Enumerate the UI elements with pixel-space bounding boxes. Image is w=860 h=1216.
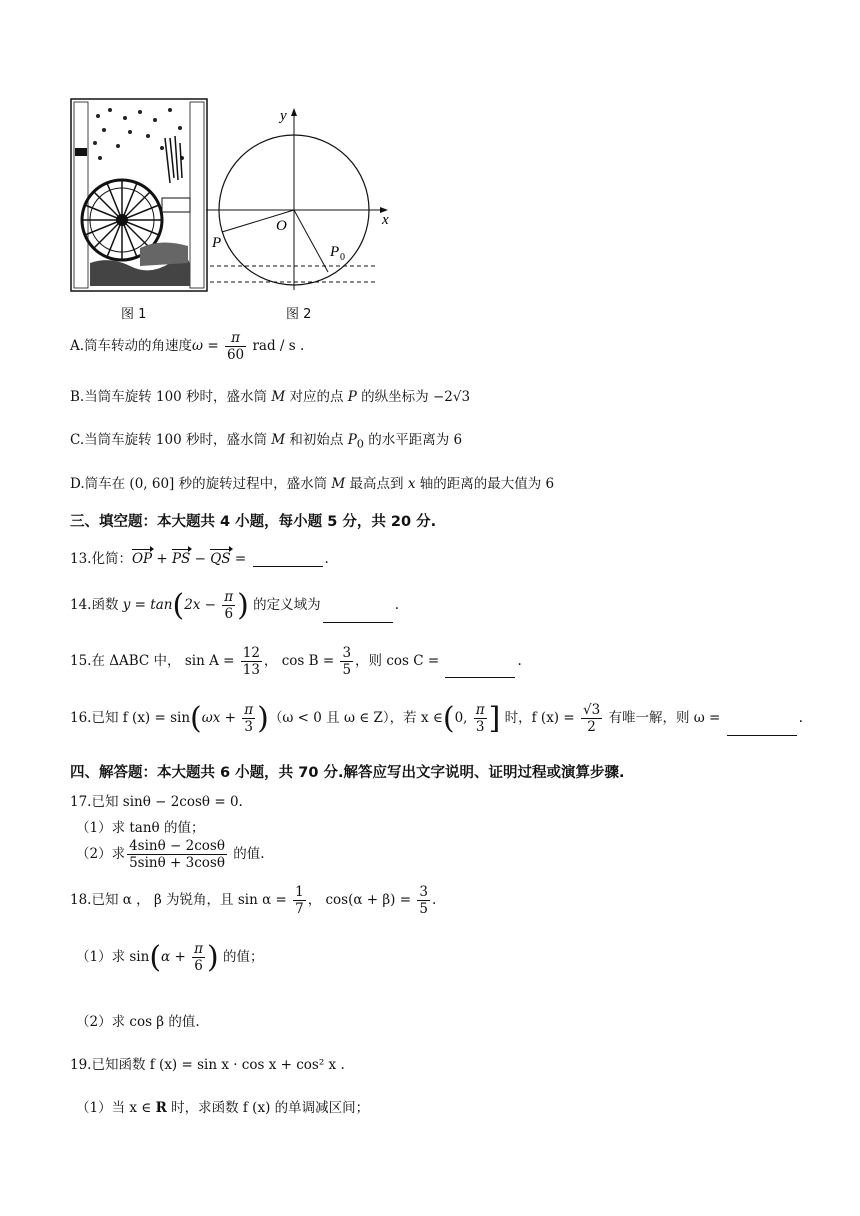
option-a (70, 330, 304, 363)
denominator: 2 (587, 719, 596, 735)
var-x: x (407, 476, 416, 492)
vector-op: OP (131, 551, 153, 567)
numerator: π (244, 701, 254, 718)
fraction-3-5 (340, 645, 353, 678)
q13-prefix: 13.化简： (70, 551, 132, 567)
option-d-text: D.筒车在 (0, 60] 秒的旋转过程中，盛水筒 (70, 476, 332, 492)
answer-blank (727, 734, 797, 736)
plus-sign: + (152, 551, 173, 567)
numerator: 4sinθ − 2cosθ (129, 838, 225, 854)
q19-p1-suffix: 时，求函数 f (x) 的单调减区间； (166, 1100, 370, 1116)
question-14 (70, 588, 399, 623)
question-18-part-2: （2）求 cos β 的值. (76, 1014, 200, 1030)
denominator: 3 (475, 719, 485, 735)
equals-sign: = (203, 338, 223, 355)
period: . (394, 597, 399, 613)
question-18-part-1 (76, 940, 263, 975)
var-m: M (271, 389, 286, 405)
q18-mid: ， cos(α + β) = (307, 892, 416, 909)
fraction-sqrt3-2 (581, 702, 602, 735)
question-19-stem: 19.已知函数 f (x) = sin x · cos x + cos² x . (70, 1057, 345, 1073)
question-17-part-2 (76, 838, 265, 871)
var-m: M (271, 432, 286, 448)
option-a-text: A.筒车转动的角速度 (70, 338, 193, 355)
denominator: 5sinθ + 3cosθ (129, 855, 225, 872)
denominator: 60 (226, 347, 245, 364)
section-3-heading: 三、填空题：本大题共 4 小题，每小题 5 分，共 20 分. (70, 514, 437, 530)
water-wheel-illustration (70, 98, 208, 292)
option-c-mid: 和初始点 (285, 432, 348, 448)
fraction-3-5 (417, 884, 430, 917)
question-13 (70, 547, 329, 567)
point-p0-label: P (330, 244, 340, 260)
fraction-pi-3 (242, 702, 255, 735)
option-b-text: B.当筒车旋转 100 秒时，盛水筒 (70, 389, 272, 405)
q16-suffix: 有唯一解，则 ω = (604, 710, 725, 726)
q18-p1-suffix: 的值； (218, 949, 264, 965)
question-18-stem (70, 884, 436, 917)
period: . (517, 653, 522, 670)
fraction-pi-6 (222, 589, 235, 622)
right-bracket: ] (488, 701, 501, 736)
q18-p1-inner: α + (161, 949, 191, 965)
origin-label: O (276, 218, 287, 234)
left-paren: ( (190, 701, 202, 736)
numerator: 3 (342, 645, 352, 661)
equals-sign: = (230, 551, 251, 567)
unit-text: rad / s . (248, 338, 305, 355)
real-numbers-symbol: R (155, 1100, 167, 1116)
var-p0: P (347, 432, 357, 448)
period: . (798, 710, 803, 726)
numerator: π (194, 940, 203, 957)
var-m: M (331, 476, 346, 492)
fraction-12-13 (241, 645, 262, 678)
x-axis-label: x (382, 212, 389, 228)
right-paren: ) (206, 940, 219, 975)
answer-blank (323, 621, 393, 623)
option-c (70, 428, 462, 451)
left-paren: ( (149, 940, 162, 975)
var-p: P (347, 389, 357, 405)
right-paren: ) (237, 588, 249, 623)
denominator: 6 (224, 606, 234, 622)
numerator: 1 (295, 884, 304, 900)
denominator: 5 (419, 901, 428, 918)
radius-op0 (294, 210, 328, 272)
fraction-pi-60 (225, 330, 246, 363)
section-4-heading: 四、解答题：本大题共 6 小题，共 70 分.解答应写出文字说明、证明过程或演算步骤. (70, 765, 625, 781)
option-d-mid: 最高点到 (345, 476, 408, 492)
numerator: 12 (242, 645, 260, 661)
numerator: π (225, 330, 246, 347)
option-d-end: 轴的距离的最大值为 6 (415, 476, 555, 492)
q16-when: 时，f (x) = (500, 710, 579, 726)
option-c-end: 的水平距离为 6 (363, 432, 463, 448)
denominator: 7 (295, 901, 304, 918)
option-b-end: 的纵坐标为 −2√3 (356, 389, 471, 405)
cos-c: ，则 cos C = (355, 653, 444, 670)
question-16 (70, 701, 803, 736)
cos-b: ， cos B = (263, 653, 339, 670)
left-paren: ( (172, 588, 185, 623)
y-axis-label: y (280, 108, 287, 124)
range-start: 0, (454, 710, 472, 726)
q16-condition: （ω < 0 且 ω ∈ Z），若 x ∈ (268, 710, 443, 726)
option-d (70, 472, 554, 492)
q14-suffix: 的定义域为 (248, 597, 321, 613)
fraction-trig (127, 838, 227, 871)
figure-1-caption: 图 1 (121, 307, 147, 322)
q17-p2-prefix: （2）求 (76, 846, 126, 863)
q14-inner: 2x − (184, 597, 221, 613)
figure-2-caption: 图 2 (286, 307, 312, 322)
right-paren: ) (257, 701, 269, 736)
q15-prefix: 15.在 ΔABC 中， (70, 653, 181, 670)
numerator: √3 (582, 701, 601, 718)
subscript-0: 0 (356, 437, 364, 451)
numerator: π (224, 588, 234, 605)
vector-qs: QS (210, 551, 231, 567)
option-c-text: C.当筒车旋转 100 秒时，盛水筒 (70, 432, 272, 448)
q16-prefix: 16.已知 f (x) = sin (70, 710, 191, 726)
answer-blank (253, 565, 323, 567)
fraction-1-7 (293, 884, 306, 917)
period: . (324, 551, 329, 567)
answer-blank (445, 676, 515, 678)
vector-ps: PS (172, 551, 191, 567)
q14-prefix: 14.函数 (70, 597, 123, 613)
denominator: 13 (242, 662, 260, 679)
q17-p2-suffix: 的值. (228, 846, 265, 863)
option-b-mid: 对应的点 (285, 389, 348, 405)
fraction-pi-6 (192, 941, 205, 974)
question-15 (70, 645, 522, 678)
question-17-stem: 17.已知 sinθ − 2cosθ = 0. (70, 794, 243, 810)
q14-function: y = tan (122, 597, 173, 613)
numerator: π (475, 701, 485, 718)
denominator: 5 (342, 662, 352, 679)
q18-prefix: 18.已知 α ， β 为锐角，且 sin α = (70, 892, 292, 909)
denominator: 6 (194, 958, 203, 974)
omega-symbol: ω (192, 338, 204, 355)
denominator: 3 (244, 719, 254, 735)
question-19-part-1 (76, 1096, 369, 1116)
point-p-label: P (212, 235, 222, 251)
coordinate-circle-diagram (206, 100, 389, 300)
q19-p1-prefix: （1）当 x ∈ (76, 1100, 156, 1116)
point-p0-subscript: 0 (340, 252, 345, 263)
q18-p1-prefix: （1）求 sin (76, 949, 150, 965)
left-paren: ( (442, 701, 455, 736)
sin-a: sin A = (180, 653, 239, 670)
numerator: 3 (419, 884, 428, 900)
q16-inner: ωx + (201, 710, 241, 726)
question-17-part-1: （1）求 tanθ 的值； (76, 820, 205, 836)
period: . (431, 892, 437, 909)
option-b (70, 385, 470, 405)
minus-sign: − (190, 551, 211, 567)
fraction-pi-3-range (474, 702, 487, 735)
